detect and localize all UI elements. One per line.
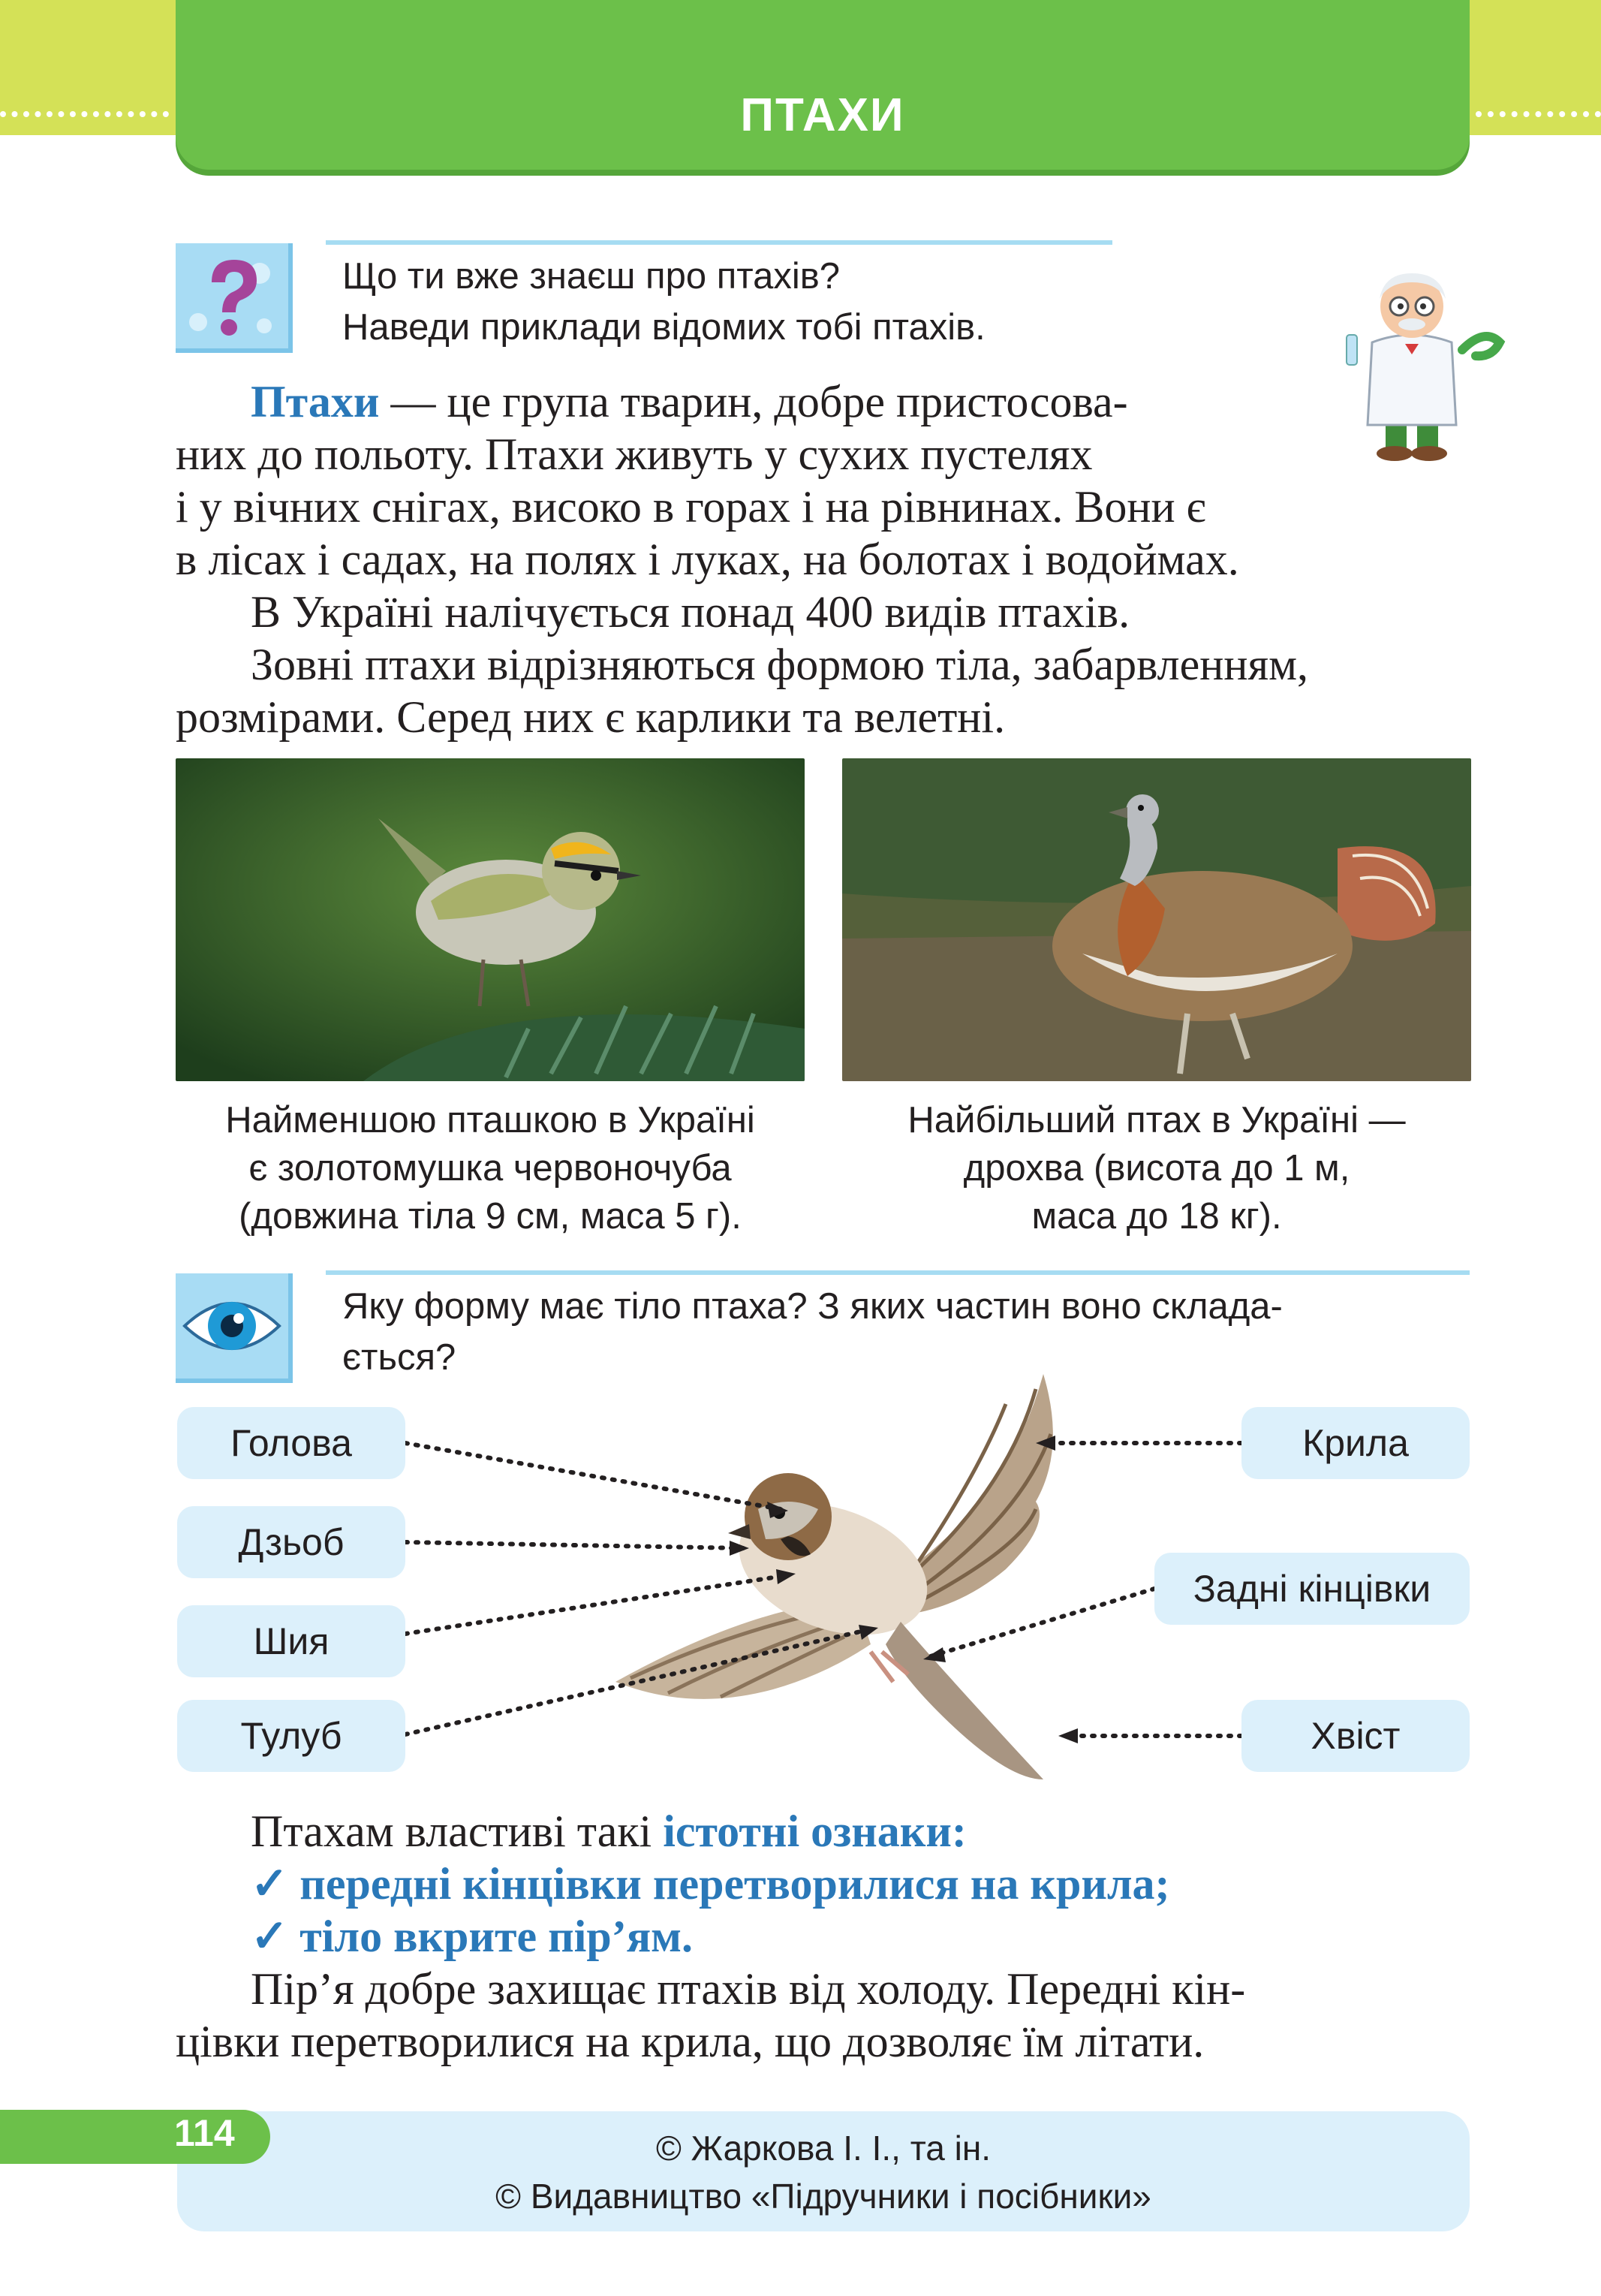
- term-birds: Птахи: [251, 377, 380, 426]
- question-line-2: Наведи приклади відомих тобі птахів.: [342, 307, 986, 348]
- copyright-line-2: © Видавництво «Підручники і посібники»: [495, 2177, 1151, 2216]
- pointer-head: [405, 1443, 781, 1509]
- feature-item-1: ✓ передні кінцівки перетворилися на крила;: [251, 1859, 1170, 1909]
- pointer-hind-limbs: [931, 1589, 1154, 1656]
- goldcrest-caption-1: Найменшою пташкою в Україні: [225, 1100, 755, 1140]
- observe-line-1: Яку форму має тіло птаха? З яких частин воно склада-: [342, 1286, 1283, 1327]
- pointer-beak: [405, 1542, 743, 1548]
- intro-line-1: Птахи — це група тварин, добре пристосова-: [251, 377, 1128, 426]
- bustard-caption-1: Найбільший птах в Україні —: [907, 1100, 1406, 1140]
- pointer-body: [405, 1629, 871, 1734]
- label-body: Тулуб: [177, 1700, 405, 1772]
- page-number: 114: [174, 2112, 235, 2154]
- intro-paragraph-3-line-1: Зовні птахи відрізняються формою тіла, забарвленням,: [251, 640, 1309, 689]
- label-beak: Дзьоб: [177, 1506, 405, 1578]
- features-intro: Птахам властиві такі істотні ознаки:: [251, 1806, 967, 1856]
- copyright-line-1: © Жаркова І. І., та ін.: [655, 2129, 992, 2168]
- goldcrest-caption-3: (довжина тіла 9 см, маса 5 г).: [239, 1196, 742, 1237]
- feature-item-2: ✓ тіло вкрите пір’ям.: [251, 1912, 694, 1961]
- observe-line-2: ється?: [342, 1337, 456, 1378]
- label-wings: Крила: [1241, 1407, 1470, 1479]
- intro-line-2: них до польоту. Птахи живуть у сухих пустелях: [176, 429, 1093, 479]
- goldcrest-caption-2: є золотомушка червоночуба: [248, 1148, 732, 1189]
- pointer-neck: [405, 1575, 788, 1634]
- label-head: Голова: [177, 1407, 405, 1479]
- checkmark-icon: ✓: [251, 1912, 289, 1961]
- features-paragraph-line-1: Пір’я добре захищає птахів від холоду. Передні кін-: [251, 1964, 1246, 2014]
- label-tail: Хвіст: [1241, 1700, 1470, 1772]
- intro-paragraph-2: В Україні налічується понад 400 видів птахів.: [251, 587, 1130, 637]
- page-title: ПТАХИ: [740, 89, 905, 141]
- features-paragraph-line-2: цівки перетворилися на крила, що дозволяє їм літати.: [176, 2017, 1205, 2066]
- question-line-1: Що ти вже знаєш про птахів?: [342, 256, 841, 297]
- checkmark-icon: ✓: [251, 1859, 289, 1909]
- intro-line-3: і у вічних снігах, високо в горах і на рівнинах. Вони є: [176, 482, 1206, 532]
- bustard-caption-2: дрохва (висота до 1 м,: [963, 1148, 1350, 1189]
- label-hind-limbs: Задні кінцівки: [1154, 1553, 1470, 1625]
- intro-line-4: в лісах і садах, на полях і луках, на болотах і водоймах.: [176, 535, 1239, 584]
- term-essential-features: істотні ознаки:: [663, 1806, 967, 1856]
- bustard-caption-3: маса до 18 кг).: [1031, 1196, 1282, 1237]
- label-neck: Шия: [177, 1605, 405, 1677]
- intro-paragraph-3-line-2: розмірами. Серед них є карлики та велетні.: [176, 692, 1006, 742]
